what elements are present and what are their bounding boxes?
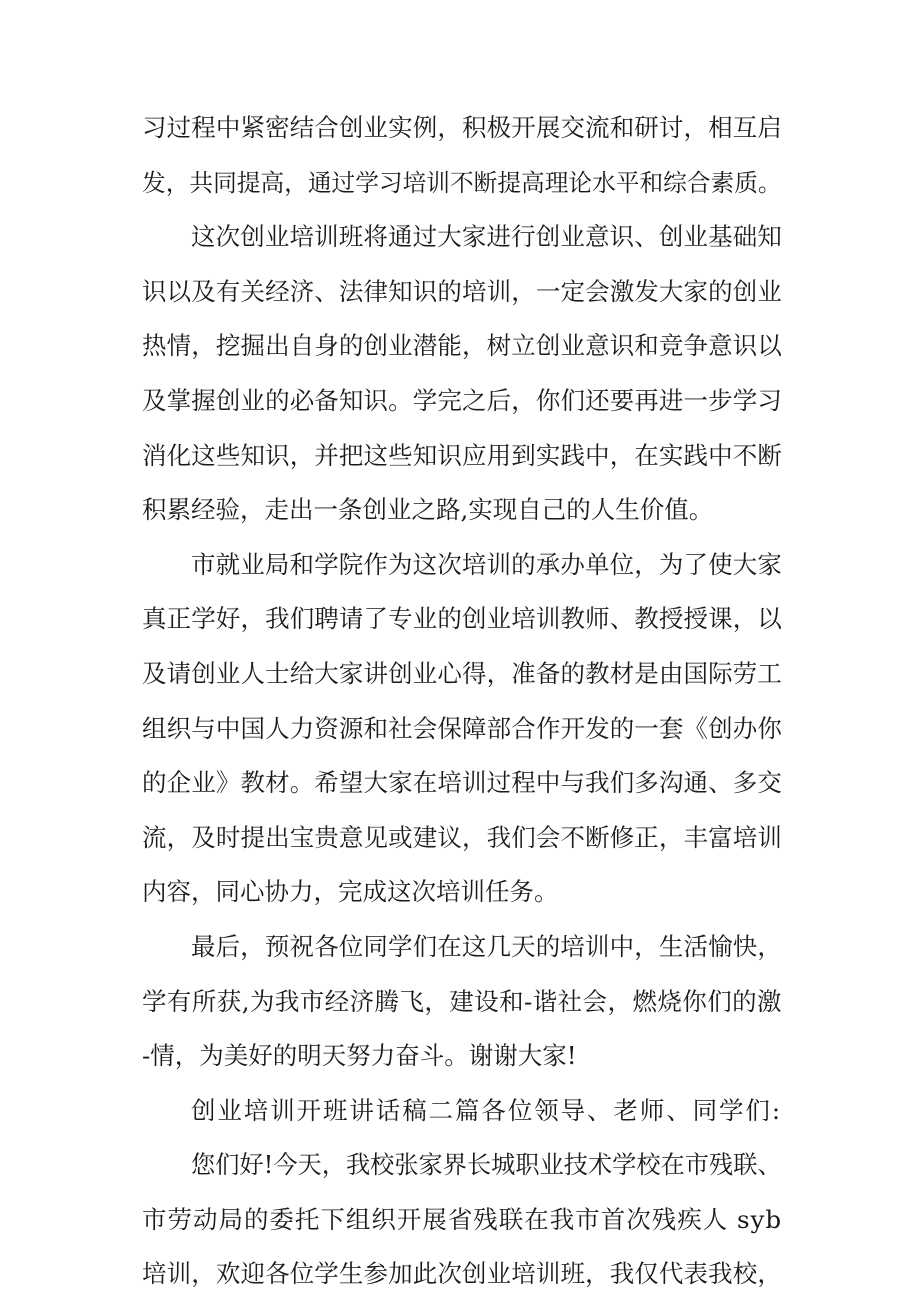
text-line: 流，及时提出宝贵意见或建议，我们会不断修正，丰富培训 [142,822,782,852]
text-line: 习过程中紧密结合创业实例，积极开展交流和研讨，相互启 [142,113,782,142]
text-line: 市劳动局的委托下组织开展省残联在我市首次残疾人 syb [142,1204,782,1234]
text-line: 市就业局和学院作为这次培训的承办单位，为了使大家 [191,549,782,579]
text-line: 培训，欢迎各位学生参加此次创业培训班，我仅代表我校， [142,1259,782,1289]
text-line: 真正学好，我们聘请了专业的创业培训教师、教授授课，以 [142,604,782,634]
text-line: 的企业》教材。希望大家在培训过程中与我们多沟通、多交 [142,768,782,798]
text-line: 内容，同心协力，完成这次培训任务。 [142,877,559,907]
text-line: 积累经验，走出一条创业之路,实现自己的人生价值。 [142,495,714,525]
text-line: 您们好!今天，我校张家界长城职业技术学校在市残联、 [191,1151,782,1180]
text-line: 学有所获,为我市经济腾飞，建设和-谐社会，燃烧你们的激 [142,986,782,1016]
text-line: 发，共同提高，通过学习培训不断提高理论水平和综合素质。 [142,168,782,197]
text-line: 这次创业培训班将通过大家进行创业意识、创业基础知 [191,222,782,252]
text-line: 识以及有关经济、法律知识的培训，一定会激发大家的创业 [142,276,782,306]
text-line: 及请创业人士给大家讲创业心得，准备的教材是由国际劳工 [142,658,782,688]
text-line: 创业培训开班讲话稿二篇各位领导、老师、同学们: [191,1095,782,1125]
text-line: 组织与中国人力资源和社会保障部合作开发的一套《创办你 [142,713,782,743]
text-line: -情，为美好的明天努力奋斗。谢谢大家! [142,1041,577,1071]
text-line: 热情，挖掘出自身的创业潜能，树立创业意识和竞争意识以 [142,331,782,361]
text-line: 消化这些知识，并把这些知识应用到实践中，在实践中不断 [142,440,782,470]
document-body [142,101,782,1302]
text-line: 最后，预祝各位同学们在这几天的培训中，生活愉快， [191,931,782,961]
text-line: 及掌握创业的必备知识。学完之后，你们还要再进一步学习 [142,385,782,415]
